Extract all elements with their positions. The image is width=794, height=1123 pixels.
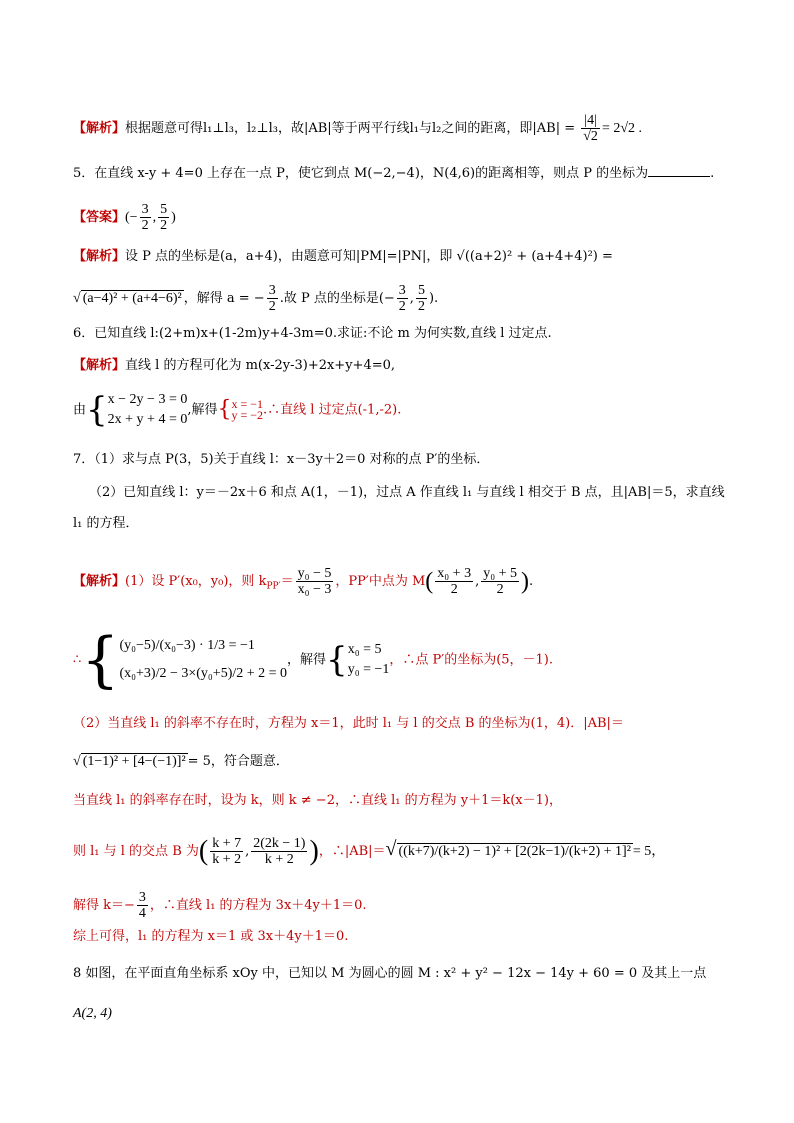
analysis-text: 直线 l 的方程可化为 m(x-2y-3)+2x+y+4=0, xyxy=(125,358,396,373)
analysis-tag: 【解析】 xyxy=(73,249,126,264)
solution: y₀ = −1 xyxy=(347,662,390,677)
fraction-denominator: 2 xyxy=(496,582,504,597)
analysis-text: = 5，符合题意． xyxy=(187,754,289,769)
fraction xyxy=(397,283,408,314)
answer-close: ) xyxy=(171,210,176,225)
analysis-text: (1）设 P′(x₀，y₀)，则 k xyxy=(125,574,267,589)
fraction-numerator: 5 xyxy=(417,283,425,298)
question-6 xyxy=(73,325,552,343)
analysis-tag: 【解析】 xyxy=(73,574,126,589)
question-8-cont xyxy=(73,1005,112,1023)
sqrt-body: ((k+7)/(k+2) − 1)² + [2(2k−1)/(k+2) + 1]² xyxy=(398,844,631,859)
q7-analysis-line-4 xyxy=(73,753,289,771)
fraction-denominator: 4 xyxy=(138,906,146,921)
analysis-text: 解得 k＝− xyxy=(73,898,135,913)
analysis-text: ，解得 xyxy=(287,652,327,668)
comma: , xyxy=(409,291,414,306)
brace: { xyxy=(86,390,108,430)
fraction-denominator: 2 xyxy=(450,582,458,597)
analysis-text: ＝ xyxy=(280,574,294,589)
solution: y = −2 xyxy=(231,408,264,422)
fraction-denominator: 2 xyxy=(160,218,168,233)
fraction-numerator: y₀ − 5 xyxy=(297,566,332,581)
fraction xyxy=(481,566,519,597)
analysis-tag: 【解析】 xyxy=(73,358,126,373)
fraction-denominator: 2 xyxy=(268,299,276,314)
solution-system xyxy=(231,399,263,421)
q6-analysis-line-1 xyxy=(73,357,395,375)
sqrt-body: (1−1)² + [4−(−1)]² xyxy=(82,754,186,769)
question-text: 7．（1）求与点 P(3，5)关于直线 l：x－3y＋2＝0 对称的点 P′的坐标． xyxy=(73,452,490,467)
analysis-text: ，∴|AB|＝ xyxy=(318,844,386,859)
analysis-text: .故 P 点的坐标是(− xyxy=(279,291,395,306)
fraction-numerator: 3 xyxy=(138,890,146,905)
q5-answer xyxy=(73,202,176,233)
analysis-text: ). xyxy=(428,291,439,306)
comma: , xyxy=(475,574,480,589)
solution: x₀ = 5 xyxy=(347,642,382,657)
question-7-part-2 xyxy=(89,484,725,502)
question-text: （2）已知直线 l：y＝－2x＋6 和点 A(1，－1)，过点 A 作直线 l₁ 与直线 l 相交于 B 点，且|AB|＝5，求直线 xyxy=(89,485,725,500)
equation: (x₀+3)/2 − 3×(y₀+5)/2 + 2 = 0 xyxy=(119,666,288,681)
p4-analysis-line xyxy=(73,113,642,144)
q6-analysis-line-2 xyxy=(73,390,401,430)
analysis-text: 当直线 l₁ 的斜率存在时，设为 k，则 k ≠ −2，∴直线 l₁ 的方程为 y＋1＝k(x－1)， xyxy=(73,793,562,808)
comma: , xyxy=(245,844,250,859)
fraction-denominator: 2 xyxy=(417,299,425,314)
analysis-text: ，∴直线 l₁ 的方程为 3x＋4y＋1＝0. xyxy=(149,898,367,913)
sqrt-symbol: √ xyxy=(73,291,81,306)
paren: ) xyxy=(521,568,529,595)
fraction-numerator: 5 xyxy=(160,202,168,217)
question-5 xyxy=(73,163,714,183)
analysis-text: ，PP′中点为 M xyxy=(335,574,426,589)
analysis-result: = 2√2 . xyxy=(601,121,643,136)
sqrt-symbol: √ xyxy=(73,754,81,769)
analysis-text: 由 xyxy=(73,402,87,418)
brace: { xyxy=(217,397,232,422)
fraction xyxy=(251,836,307,867)
fraction-numerator: |4| xyxy=(581,113,600,129)
q7-analysis-line-3 xyxy=(73,715,624,733)
brace: { xyxy=(326,640,348,680)
analysis-text: 设 P 点的坐标是(a，a+4)，由题意可知|PM|=|PN|，即 √((a+2)² + (a+4+4)²) = xyxy=(125,249,613,264)
analysis-tag: 【解析】 xyxy=(73,121,126,136)
question-text: 8 如图，在平面直角坐标系 xOy 中，已知以 M 为圆心的圆 M : x² + y² − 12x − 14y + 60 = 0 及其上一点 xyxy=(73,966,707,981)
answer-open: (− xyxy=(125,210,138,225)
question-text: A(2, 4) xyxy=(73,1006,112,1021)
analysis-text: ，∴点 P′的坐标为(5，－1). xyxy=(389,652,554,668)
fraction xyxy=(140,202,151,233)
q7-analysis-line-8 xyxy=(73,928,348,946)
paren: ) xyxy=(309,835,319,867)
fraction xyxy=(158,202,169,233)
q7-analysis-line-6 xyxy=(73,836,665,867)
question-7-part-1 xyxy=(73,451,489,469)
fraction-denominator: 2 xyxy=(141,218,149,233)
fraction xyxy=(210,836,243,867)
question-end: . xyxy=(710,166,715,181)
paren: ( xyxy=(198,835,209,867)
solution-system xyxy=(348,640,390,680)
fraction xyxy=(435,566,473,597)
question-7-part-2-cont xyxy=(73,515,139,533)
answer-blank xyxy=(648,163,710,177)
answer-tag: 【答案】 xyxy=(73,210,126,225)
analysis-text: 综上可得，l₁ 的方程为 x＝1 或 3x＋4y＋1＝0. xyxy=(73,929,349,944)
therefore: ∴ xyxy=(73,652,82,668)
fraction-denominator: k + 2 xyxy=(212,852,242,867)
question-text: l₁ 的方程． xyxy=(73,516,139,531)
fraction-denominator: 2 xyxy=(398,299,406,314)
question-text: 6．已知直线 l:(2+m)x+(1-2m)y+4-3m=0.求证:不论 m 为何实数,直线 l 过定点. xyxy=(73,326,552,341)
brace: { xyxy=(81,625,120,695)
fraction-numerator: 2(2k − 1) xyxy=(253,836,306,851)
fraction xyxy=(137,890,148,921)
fraction-numerator: 3 xyxy=(268,283,276,298)
analysis-text: 根据题意可得l₁⊥l₃，l₂⊥l₃，故|AB|等于两平行线l₁与l₂之间的距离，即|AB| = xyxy=(125,121,580,136)
analysis-text: ，解得 a = − xyxy=(183,291,265,306)
q5-analysis-line-2 xyxy=(73,283,438,314)
analysis-text: 则 l₁ 与 l 的交点 B 为 xyxy=(73,844,199,859)
equation: (y₀−5)/(x₀−3) · 1/3 = −1 xyxy=(119,638,255,653)
q7-analysis-line-5 xyxy=(73,792,562,810)
fraction-numerator: y₀ + 5 xyxy=(483,566,517,581)
fraction xyxy=(296,566,334,597)
subscript: PP′ xyxy=(266,581,281,592)
fraction xyxy=(267,283,278,314)
answer-comma: , xyxy=(152,210,157,225)
sqrt-body: (a−4)² + (a+4−6)² xyxy=(82,291,182,306)
fraction-numerator: 3 xyxy=(141,202,149,217)
fraction xyxy=(416,283,427,314)
fraction-numerator: 3 xyxy=(398,283,406,298)
fraction-denominator: k + 2 xyxy=(264,852,294,867)
fraction-denominator: √2 xyxy=(583,129,598,144)
question-text: 5．在直线 x-y + 4=0 上存在一点 P，使它到点 M(−2,−4)，N(4,6)的距离相等，则点 P 的坐标为 xyxy=(73,166,649,181)
q5-analysis-line-1 xyxy=(73,248,613,266)
analysis-text: ,解得 xyxy=(187,402,218,418)
q7-analysis-line-2 xyxy=(73,625,554,695)
period: . xyxy=(529,574,534,589)
fraction xyxy=(581,113,600,144)
fraction-numerator: k + 7 xyxy=(212,836,242,851)
question-8 xyxy=(73,965,706,983)
equation: x − 2y − 3 = 0 xyxy=(107,392,188,407)
q7-analysis-line-7 xyxy=(73,890,367,921)
paren: ( xyxy=(425,568,434,595)
analysis-result: = 5， xyxy=(632,844,666,859)
sqrt-symbol: √ xyxy=(385,838,397,860)
solution: x = −1 xyxy=(231,397,264,411)
analysis-text: .∴直线 l 过定点(-1,-2). xyxy=(263,402,402,418)
equation-system xyxy=(119,632,287,688)
equation-system xyxy=(108,390,188,430)
fraction-numerator: x₀ + 3 xyxy=(437,566,472,581)
equation: 2x + y + 4 = 0 xyxy=(107,412,188,427)
analysis-text: （2）当直线 l₁ 的斜率不存在时，方程为 x＝1，此时 l₁ 与 l 的交点 B 的坐标为(1，4)．|AB|＝ xyxy=(73,716,624,731)
fraction-denominator: x₀ − 3 xyxy=(297,582,332,597)
q7-analysis-line-1 xyxy=(73,566,533,597)
